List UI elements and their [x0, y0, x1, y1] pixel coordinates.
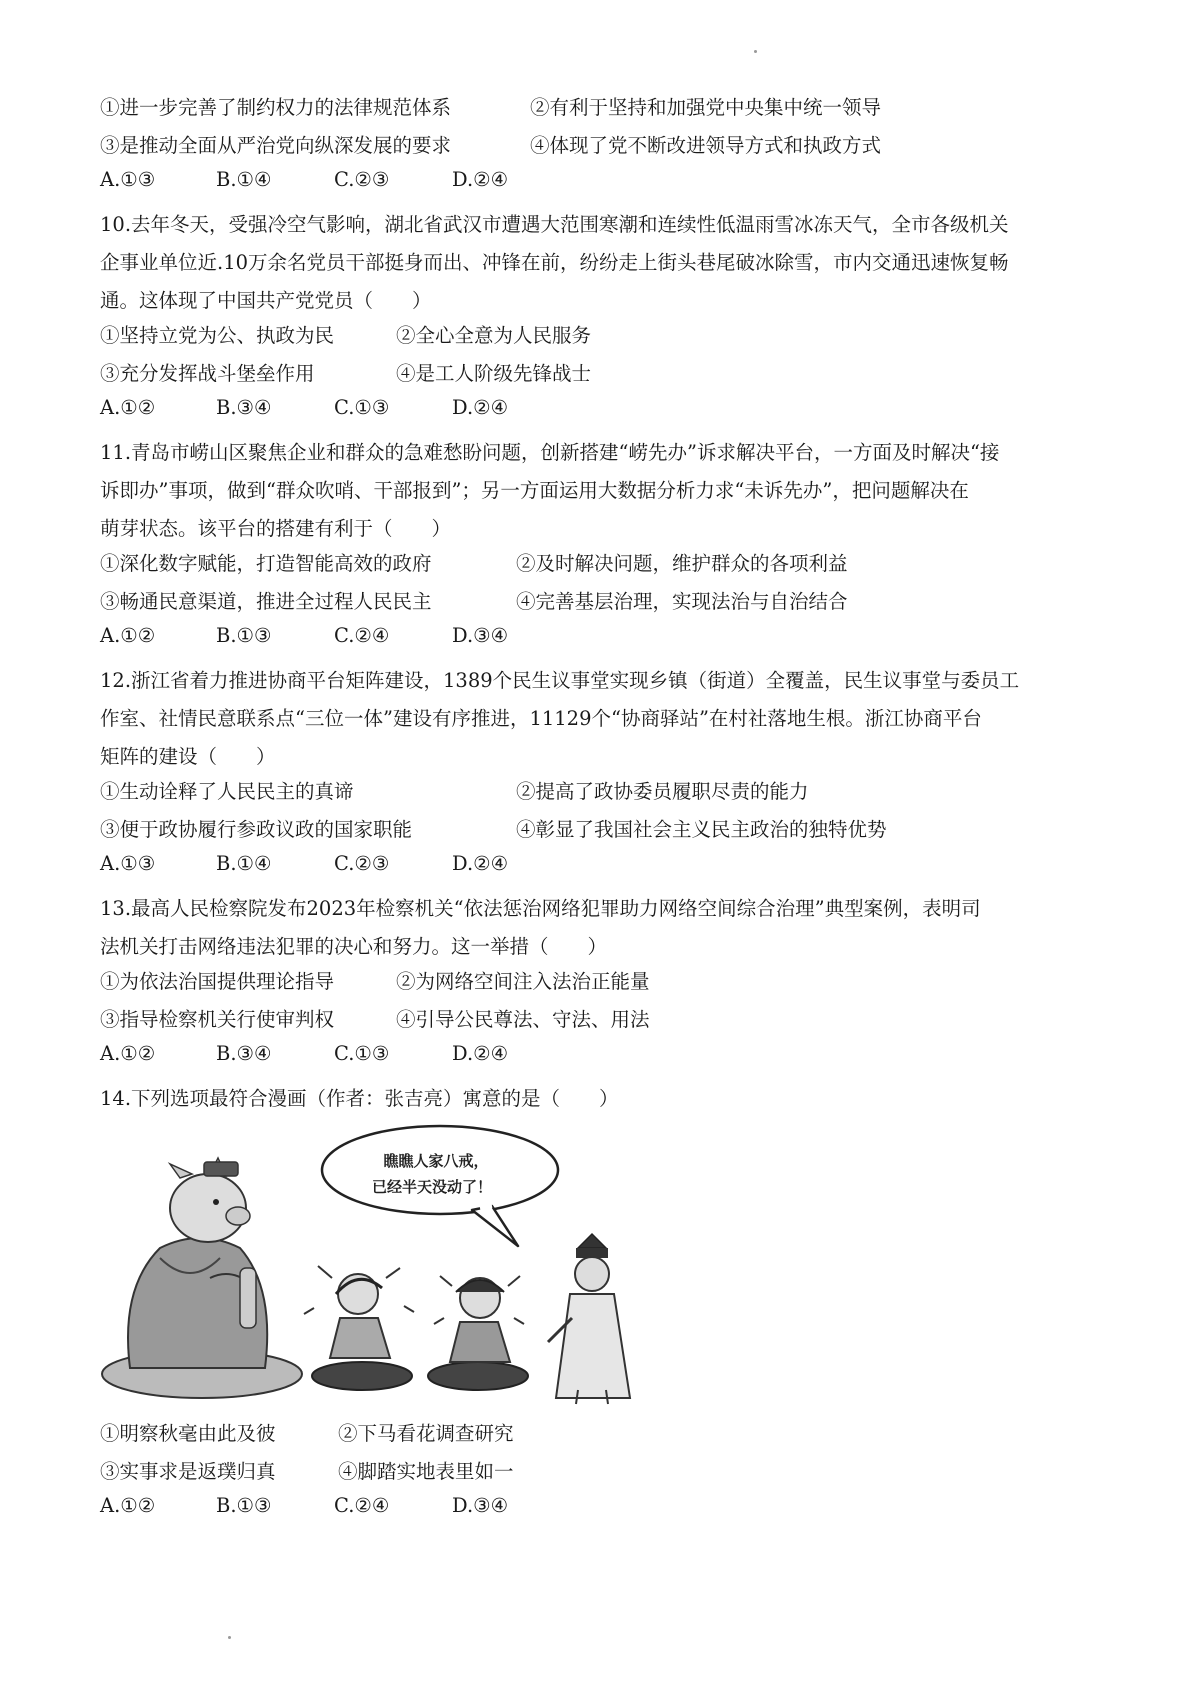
choice-b: B.①④ [216, 852, 272, 875]
option-2: ②全心全意为人民服务 [396, 324, 592, 347]
figure-left [304, 1266, 414, 1390]
options-row [100, 776, 1098, 814]
choice-c: C.①③ [334, 1042, 390, 1065]
option-3: ③指导检察机关行使审判权 [100, 1008, 335, 1031]
scan-dot [754, 50, 757, 53]
choice-d: D.③④ [452, 1494, 509, 1517]
option-4: ④是工人阶级先锋战士 [396, 362, 592, 385]
official-figure [548, 1234, 630, 1404]
options-row [100, 548, 1098, 586]
choice-d: D.③④ [452, 624, 509, 647]
option-1: ①坚持立党为公、执政为民 [100, 324, 335, 347]
option-4: ④完善基层治理，实现法治与自治结合 [516, 590, 848, 613]
options-row [100, 1418, 1098, 1456]
option-3: ③实事求是返璞归真 [100, 1460, 276, 1483]
cartoon-drawing [100, 1118, 660, 1418]
question-stem-line: 萌芽状态。该平台的搭建有利于（ ） [100, 517, 452, 540]
option-1: ①进一步完善了制约权力的法律规范体系 [100, 96, 452, 119]
bubble-text-2: 已经半天没动了！ [371, 1178, 493, 1196]
bubble-text-1: 瞧瞧人家八戒， [383, 1152, 489, 1170]
option-1: ①明察秋毫由此及彼 [100, 1422, 276, 1445]
question-9 [100, 92, 1098, 206]
option-2: ②下马看花调查研究 [338, 1422, 514, 1445]
option-4: ④体现了党不断改进领导方式和执政方式 [530, 134, 882, 157]
choice-b: B.③④ [216, 1042, 272, 1065]
option-4: ④彰显了我国社会主义民主政治的独特优势 [516, 818, 887, 841]
choice-c: C.②④ [334, 1494, 390, 1517]
option-2: ②为网络空间注入法治正能量 [396, 970, 650, 993]
question-stem-line: 作室、社情民意联系点“三位一体”建设有序推进，11129个“协商驿站”在村社落地生根。浙江协商平台 [100, 707, 982, 730]
question-stem-line: 法机关打击网络违法犯罪的决心和努力。这一举措（ ） [100, 935, 608, 958]
option-2: ②提高了政协委员履职尽责的能力 [516, 780, 809, 803]
question-stem-line: 诉即办”事项，做到“群众吹哨、干部报到”；另一方面运用大数据分析力求“未诉先办”，把问题解决在 [100, 479, 969, 502]
option-3: ③是推动全面从严治党向纵深发展的要求 [100, 134, 452, 157]
options-row [100, 130, 1098, 168]
option-2: ②有利于坚持和加强党中央集中统一领导 [530, 96, 882, 119]
option-3: ③便于政协履行参政议政的国家职能 [100, 818, 413, 841]
choice-a: A.①③ [100, 852, 156, 875]
options-row [100, 1004, 1098, 1042]
speech-bubble [322, 1126, 558, 1246]
answer-choices [100, 852, 1098, 890]
question-stem-line: 通。这体现了中国共产党党员（ ） [100, 289, 432, 312]
options-row [100, 320, 1098, 358]
question-stem-line: 14.下列选项最符合漫画（作者：张吉亮）寓意的是（ ） [100, 1087, 619, 1110]
option-1: ①深化数字赋能，打造智能高效的政府 [100, 552, 432, 575]
figure-right [428, 1276, 528, 1390]
answer-choices [100, 168, 1098, 206]
choice-d: D.②④ [452, 1042, 509, 1065]
choice-b: B.①③ [216, 624, 272, 647]
option-4: ④脚踏实地表里如一 [338, 1460, 514, 1483]
choice-a: A.①③ [100, 168, 156, 191]
question-stem-line: 企事业单位近.10万余名党员干部挺身而出、冲锋在前，纷纷走上街头巷尾破冰除雪，市内交通迅速恢复畅 [100, 251, 1009, 274]
options-row [100, 966, 1098, 1004]
question-11 [100, 434, 1098, 662]
options-row [100, 814, 1098, 852]
question-13 [100, 890, 1098, 1080]
options-row [100, 1456, 1098, 1494]
answer-choices [100, 396, 1098, 434]
choice-c: C.②③ [334, 168, 390, 191]
choice-b: B.①④ [216, 168, 272, 191]
question-stem-line: 矩阵的建设（ ） [100, 745, 276, 768]
question-stem-line: 10.去年冬天，受强冷空气影响，湖北省武汉市遭遇大范围寒潮和连续性低温雨雪冰冻天气，全市各级机关 [100, 213, 1009, 236]
scan-dot [228, 1636, 231, 1639]
choice-c: C.①③ [334, 396, 390, 419]
options-row [100, 586, 1098, 624]
choice-d: D.②④ [452, 852, 509, 875]
answer-choices [100, 1042, 1098, 1080]
pig-figure [102, 1158, 302, 1398]
question-14 [100, 1080, 1098, 1532]
options-row [100, 358, 1098, 396]
option-4: ④引导公民尊法、守法、用法 [396, 1008, 650, 1031]
choice-b: B.③④ [216, 396, 272, 419]
answer-choices [100, 624, 1098, 662]
answer-choices [100, 1494, 1098, 1532]
question-10 [100, 206, 1098, 434]
options-row [100, 92, 1098, 130]
choice-c: C.②③ [334, 852, 390, 875]
cartoon-illustration [100, 1118, 1098, 1418]
option-1: ①生动诠释了人民民主的真谛 [100, 780, 354, 803]
question-stem-line: 11.青岛市崂山区聚焦企业和群众的急难愁盼问题，创新搭建“崂先办”诉求解决平台，一方面及时解决“接 [100, 441, 1000, 464]
choice-d: D.②④ [452, 168, 509, 191]
choice-c: C.②④ [334, 624, 390, 647]
option-2: ②及时解决问题，维护群众的各项利益 [516, 552, 848, 575]
question-stem-line: 12.浙江省着力推进协商平台矩阵建设，1389个民生议事堂实现乡镇（街道）全覆盖，民生议事堂与委员工 [100, 669, 1020, 692]
choice-d: D.②④ [452, 396, 509, 419]
choice-a: A.①② [100, 1042, 156, 1065]
exam-page [100, 92, 1098, 1532]
option-3: ③充分发挥战斗堡垒作用 [100, 362, 315, 385]
option-1: ①为依法治国提供理论指导 [100, 970, 335, 993]
question-stem-line: 13.最高人民检察院发布2023年检察机关“依法惩治网络犯罪助力网络空间综合治理”典型案例，表明司 [100, 897, 981, 920]
choice-a: A.①② [100, 396, 156, 419]
question-12 [100, 662, 1098, 890]
choice-a: A.①② [100, 1494, 156, 1517]
option-3: ③畅通民意渠道，推进全过程人民民主 [100, 590, 432, 613]
choice-b: B.①③ [216, 1494, 272, 1517]
choice-a: A.①② [100, 624, 156, 647]
